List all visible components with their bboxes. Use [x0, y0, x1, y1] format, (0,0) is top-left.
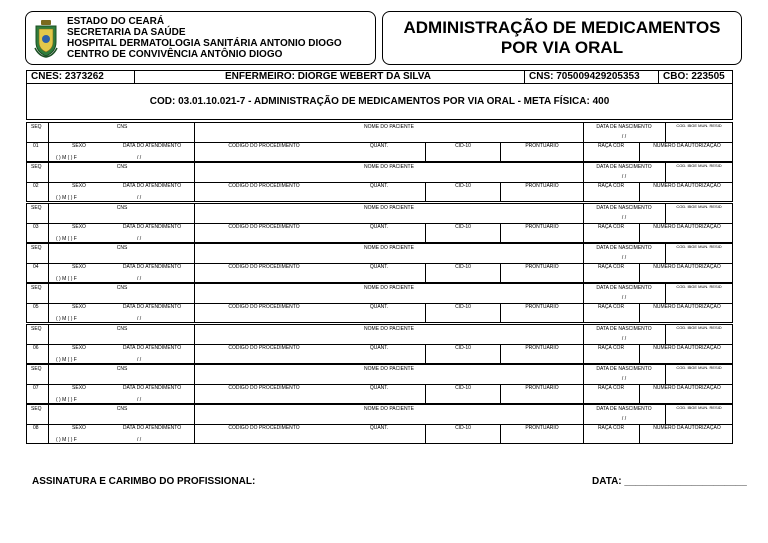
- grid-line: [665, 405, 666, 425]
- procedure-code-label: CODIGO DO PROCEDIMENTO: [228, 384, 300, 391]
- grid-line: [665, 284, 666, 304]
- service-date-slashes: / /: [137, 437, 142, 444]
- grid-line: [425, 384, 426, 403]
- cid-label: CID-10: [455, 223, 471, 230]
- birth-date-slashes: / /: [621, 214, 627, 221]
- cns-label: CNS: [116, 365, 128, 372]
- service-date-label: DATA DO ATENDIMENTO: [122, 425, 182, 432]
- service-date-slashes: / /: [137, 195, 142, 202]
- sex-options: ( ) M ( ) F: [56, 316, 77, 323]
- birth-date-label: DATA DE NASCIMENTO: [596, 124, 652, 130]
- grid-line: [500, 263, 501, 282]
- cid-label: CID-10: [455, 143, 471, 149]
- grid-line: [583, 303, 584, 322]
- ibge-code-label: COD. IBGE MUN. RESID: [676, 324, 722, 330]
- service-date-slashes: / /: [137, 316, 142, 323]
- sex-label: SEXO: [72, 425, 86, 432]
- record-number: 03: [33, 223, 39, 230]
- procedure-code-label: CODIGO DO PROCEDIMENTO: [228, 304, 300, 311]
- procedure-code-label: CODIGO DO PROCEDIMENTO: [228, 143, 300, 149]
- race-color-label: RAÇA COR: [597, 384, 625, 391]
- birth-date-label: DATA DE NASCIMENTO: [596, 285, 652, 292]
- cid-label: CID-10: [455, 384, 471, 391]
- race-color-label: RAÇA COR: [597, 223, 625, 230]
- professional-info-bar: [26, 70, 733, 84]
- birth-date-slashes: / /: [621, 295, 627, 302]
- grid-line: [639, 303, 640, 322]
- authorization-number-label: NUMERO DA AUTORIZAÇÃO: [653, 183, 721, 190]
- authorization-number-label: NUMERO DA AUTORIZAÇÃO: [653, 425, 721, 432]
- grid-line: [425, 223, 426, 242]
- service-date-slashes: / /: [137, 396, 142, 403]
- sex-label: SEXO: [72, 223, 86, 230]
- grid-line: [639, 424, 640, 443]
- patient-record-row[interactable]: [26, 203, 733, 243]
- seq-label: SEQ: [31, 124, 42, 130]
- record-number: 05: [33, 304, 39, 311]
- service-date-label: DATA DO ATENDIMENTO: [122, 183, 182, 190]
- birth-date-slashes: / /: [621, 335, 627, 342]
- authorization-number-label: NUMERO DA AUTORIZAÇÃO: [653, 263, 721, 270]
- quantity-label: QUANT.: [369, 223, 389, 230]
- grid-line: [48, 244, 49, 282]
- seq-label: SEQ: [31, 325, 42, 332]
- grid-line: [583, 204, 584, 224]
- cid-label: CID-10: [455, 183, 471, 190]
- procedure-code-label: CODIGO DO PROCEDIMENTO: [228, 183, 300, 190]
- medical-record-label: PRONTUARIO: [525, 183, 559, 190]
- grid-line: [583, 263, 584, 282]
- grid-line: [425, 344, 426, 363]
- grid-line: [425, 424, 426, 443]
- grid-line: [639, 142, 640, 161]
- cnes-field: CNES: 2373262: [27, 71, 135, 83]
- record-number: 08: [33, 425, 39, 432]
- birth-date-label: DATA DE NASCIMENTO: [596, 365, 652, 372]
- authorization-number-label: NUMERO DA AUTORIZAÇÃO: [653, 384, 721, 391]
- institution-line: SECRETARIA DA SAÚDE: [67, 27, 186, 38]
- grid-line: [48, 405, 49, 443]
- quantity-label: QUANT.: [369, 384, 389, 391]
- grid-line: [48, 325, 49, 363]
- race-color-label: RAÇA COR: [597, 183, 625, 190]
- procedure-code-label: CODIGO DO PROCEDIMENTO: [228, 344, 300, 351]
- grid-line: [194, 123, 195, 143]
- service-date-label: DATA DO ATENDIMENTO: [122, 223, 182, 230]
- service-date-label: DATA DO ATENDIMENTO: [122, 304, 182, 311]
- sex-label: SEXO: [72, 263, 86, 270]
- grid-line: [665, 163, 666, 183]
- procedure-code-label: CODIGO DO PROCEDIMENTO: [228, 223, 300, 230]
- quantity-label: QUANT.: [369, 183, 389, 190]
- grid-line: [194, 344, 195, 363]
- seq-label: SEQ: [31, 204, 42, 211]
- grid-line: [583, 405, 584, 425]
- record-number: 02: [33, 183, 39, 190]
- quantity-label: QUANT.: [369, 304, 389, 311]
- sex-options: ( ) M ( ) F: [56, 235, 77, 242]
- patient-record-row[interactable]: [26, 404, 733, 444]
- race-color-label: RAÇA COR: [597, 425, 625, 432]
- grid-line: [194, 163, 195, 183]
- grid-line: [500, 223, 501, 242]
- cns-field: CNS: 705009429205353: [525, 71, 659, 83]
- grid-line: [48, 123, 49, 161]
- grid-line: [500, 142, 501, 161]
- patient-record-row[interactable]: [26, 162, 733, 202]
- quantity-label: QUANT.: [369, 263, 389, 270]
- race-color-label: RAÇA COR: [597, 263, 625, 270]
- grid-line: [425, 142, 426, 161]
- patient-name-label: NOME DO PACIENTE: [364, 365, 414, 372]
- medical-record-label: PRONTUARIO: [525, 425, 559, 432]
- seq-label: SEQ: [31, 285, 42, 292]
- grid-line: [194, 325, 195, 345]
- service-date-label: DATA DO ATENDIMENTO: [122, 143, 182, 149]
- cid-label: CID-10: [455, 263, 471, 270]
- grid-line: [639, 223, 640, 242]
- title-line-2: POR VIA ORAL: [500, 38, 624, 57]
- service-date-slashes: / /: [137, 155, 142, 161]
- grid-line: [639, 182, 640, 201]
- procedure-code-label: CODIGO DO PROCEDIMENTO: [228, 263, 300, 270]
- grid-line: [639, 384, 640, 403]
- ibge-code-label: COD. IBGE MUN. RESID: [676, 284, 722, 290]
- grid-line: [194, 384, 195, 403]
- patient-name-label: NOME DO PACIENTE: [364, 164, 414, 171]
- grid-line: [500, 384, 501, 403]
- grid-line: [425, 182, 426, 201]
- birth-date-slashes: / /: [621, 416, 627, 423]
- race-color-label: RAÇA COR: [597, 304, 625, 311]
- cns-label: CNS: [116, 285, 128, 292]
- patient-record-row[interactable]: [26, 324, 733, 364]
- form-title: [382, 11, 742, 65]
- race-color-label: RAÇA COR: [597, 344, 625, 351]
- birth-date-slashes: / /: [621, 254, 627, 261]
- sex-options: ( ) M ( ) F: [56, 437, 77, 444]
- sex-label: SEXO: [72, 304, 86, 311]
- grid-line: [194, 244, 195, 264]
- medical-record-label: PRONTUARIO: [525, 143, 559, 149]
- ibge-code-label: COD. IBGE MUN. RESID: [676, 203, 722, 209]
- sex-options: ( ) M ( ) F: [56, 275, 77, 282]
- grid-line: [425, 303, 426, 322]
- grid-line: [583, 284, 584, 304]
- patient-name-label: NOME DO PACIENTE: [364, 244, 414, 251]
- patient-record-row[interactable]: [26, 283, 733, 323]
- birth-date-slashes: / /: [621, 134, 627, 140]
- seq-label: SEQ: [31, 164, 42, 171]
- grid-line: [194, 263, 195, 282]
- cid-label: CID-10: [455, 425, 471, 432]
- grid-line: [583, 424, 584, 443]
- service-date-label: DATA DO ATENDIMENTO: [122, 263, 182, 270]
- grid-line: [500, 182, 501, 201]
- authorization-number-label: NUMERO DA AUTORIZAÇÃO: [653, 223, 721, 230]
- grid-line: [500, 424, 501, 443]
- cbo-field: CBO: 223505: [663, 71, 725, 82]
- patient-name-label: NOME DO PACIENTE: [364, 406, 414, 413]
- ibge-code-label: COD. IBGE MUN. RESID: [676, 243, 722, 249]
- quantity-label: QUANT.: [369, 143, 389, 149]
- institution-line: ESTADO DO CEARÁ: [67, 16, 165, 27]
- grid-line: [665, 325, 666, 345]
- service-date-slashes: / /: [137, 356, 142, 363]
- grid-line: [194, 303, 195, 322]
- grid-line: [194, 182, 195, 201]
- grid-line: [665, 365, 666, 385]
- sex-label: SEXO: [72, 143, 86, 149]
- grid-line: [583, 384, 584, 403]
- grid-line: [48, 284, 49, 322]
- patient-name-label: NOME DO PACIENTE: [364, 325, 414, 332]
- title-line-1: ADMINISTRAÇÃO DE MEDICAMENTOS: [403, 18, 721, 37]
- cid-label: CID-10: [455, 304, 471, 311]
- grid-line: [583, 223, 584, 242]
- birth-date-slashes: / /: [621, 174, 627, 181]
- birth-date-label: DATA DE NASCIMENTO: [596, 204, 652, 211]
- grid-line: [48, 163, 49, 201]
- authorization-number-label: NUMERO DA AUTORIZAÇÃO: [653, 344, 721, 351]
- service-date-label: DATA DO ATENDIMENTO: [122, 384, 182, 391]
- record-number: 07: [33, 384, 39, 391]
- grid-line: [583, 365, 584, 385]
- patient-name-label: NOME DO PACIENTE: [364, 124, 414, 130]
- cns-label: CNS: [116, 244, 128, 251]
- cns-label: CNS: [116, 204, 128, 211]
- grid-line: [583, 182, 584, 201]
- grid-line: [583, 325, 584, 345]
- grid-line: [665, 204, 666, 224]
- grid-line: [665, 123, 666, 143]
- grid-line: [48, 204, 49, 242]
- grid-line: [500, 344, 501, 363]
- sex-options: ( ) M ( ) F: [56, 356, 77, 363]
- grid-line: [639, 263, 640, 282]
- date-field[interactable]: DATA: ______________________: [592, 476, 747, 487]
- grid-line: [194, 365, 195, 385]
- record-number: 04: [33, 263, 39, 270]
- cns-label: CNS: [116, 124, 128, 130]
- grid-line: [583, 244, 584, 264]
- seq-label: SEQ: [31, 406, 42, 413]
- grid-line: [425, 263, 426, 282]
- race-color-label: RAÇA COR: [597, 143, 625, 149]
- seq-label: SEQ: [31, 365, 42, 372]
- authorization-number-label: NUMERO DA AUTORIZAÇÃO: [653, 304, 721, 311]
- medical-record-label: PRONTUARIO: [525, 263, 559, 270]
- cid-label: CID-10: [455, 344, 471, 351]
- record-number: 01: [33, 143, 39, 149]
- institution-lines: [67, 16, 342, 60]
- grid-line: [500, 303, 501, 322]
- patient-record-row[interactable]: [26, 122, 733, 162]
- grid-line: [194, 424, 195, 443]
- ceara-coat-of-arms-logo: [33, 18, 59, 58]
- authorization-number-label: NUMERO DA AUTORIZAÇÃO: [653, 143, 721, 149]
- quantity-label: QUANT.: [369, 425, 389, 432]
- patient-name-label: NOME DO PACIENTE: [364, 204, 414, 211]
- grid-line: [639, 344, 640, 363]
- ibge-code-label: COD. IBGE MUN. RESID: [676, 405, 722, 411]
- ibge-code-label: COD. IBGE MUN. RESID: [676, 163, 722, 169]
- medical-record-label: PRONTUARIO: [525, 223, 559, 230]
- ibge-code-label: COD. IBGE MUN. RESID: [676, 364, 722, 370]
- patient-name-label: NOME DO PACIENTE: [364, 285, 414, 292]
- grid-line: [583, 344, 584, 363]
- institution-header: [25, 11, 376, 65]
- sex-options: ( ) M ( ) F: [56, 396, 77, 403]
- grid-line: [583, 123, 584, 143]
- grid-line: [194, 284, 195, 304]
- service-date-slashes: / /: [137, 275, 142, 282]
- grid-line: [583, 163, 584, 183]
- patient-record-row[interactable]: [26, 243, 733, 283]
- birth-date-label: DATA DE NASCIMENTO: [596, 164, 652, 171]
- grid-line: [194, 405, 195, 425]
- procedure-code: COD: 03.01.10.021-7 - ADMINISTRAÇÃO DE MEDICAMENTOS POR VIA ORAL - META FÍSICA: 400: [26, 84, 733, 120]
- grid-line: [665, 244, 666, 264]
- grid-line: [194, 142, 195, 161]
- record-number: 06: [33, 344, 39, 351]
- birth-date-label: DATA DE NASCIMENTO: [596, 325, 652, 332]
- sex-label: SEXO: [72, 384, 86, 391]
- birth-date-label: DATA DE NASCIMENTO: [596, 406, 652, 413]
- birth-date-slashes: / /: [621, 375, 627, 382]
- nurse-field: ENFERMEIRO: DIORGE WEBERT DA SILVA: [135, 71, 525, 83]
- grid-line: [194, 204, 195, 224]
- sex-options: ( ) M ( ) F: [56, 195, 77, 202]
- service-date-slashes: / /: [137, 235, 142, 242]
- medical-record-label: PRONTUARIO: [525, 304, 559, 311]
- birth-date-label: DATA DE NASCIMENTO: [596, 244, 652, 251]
- grid-line: [194, 223, 195, 242]
- cns-label: CNS: [116, 164, 128, 171]
- cns-label: CNS: [116, 406, 128, 413]
- procedure-code-label: CODIGO DO PROCEDIMENTO: [228, 425, 300, 432]
- institution-line: CENTRO DE CONVIVÊNCIA ANTÔNIO DIOGO: [67, 49, 283, 60]
- quantity-label: QUANT.: [369, 344, 389, 351]
- patient-record-row[interactable]: [26, 364, 733, 404]
- institution-line: HOSPITAL DERMATOLOGIA SANITÁRIA ANTONIO DIOGO: [67, 38, 342, 49]
- signature-label: ASSINATURA E CARIMBO DO PROFISSIONAL:: [32, 476, 256, 487]
- medical-record-label: PRONTUARIO: [525, 344, 559, 351]
- sex-options: ( ) M ( ) F: [56, 155, 77, 161]
- medical-record-label: PRONTUARIO: [525, 384, 559, 391]
- sex-label: SEXO: [72, 344, 86, 351]
- ibge-code-label: COD. IBGE MUN. RESID: [676, 123, 722, 128]
- cns-label: CNS: [116, 325, 128, 332]
- grid-line: [48, 365, 49, 403]
- sex-label: SEXO: [72, 183, 86, 190]
- grid-line: [583, 142, 584, 161]
- service-date-label: DATA DO ATENDIMENTO: [122, 344, 182, 351]
- seq-label: SEQ: [31, 244, 42, 251]
